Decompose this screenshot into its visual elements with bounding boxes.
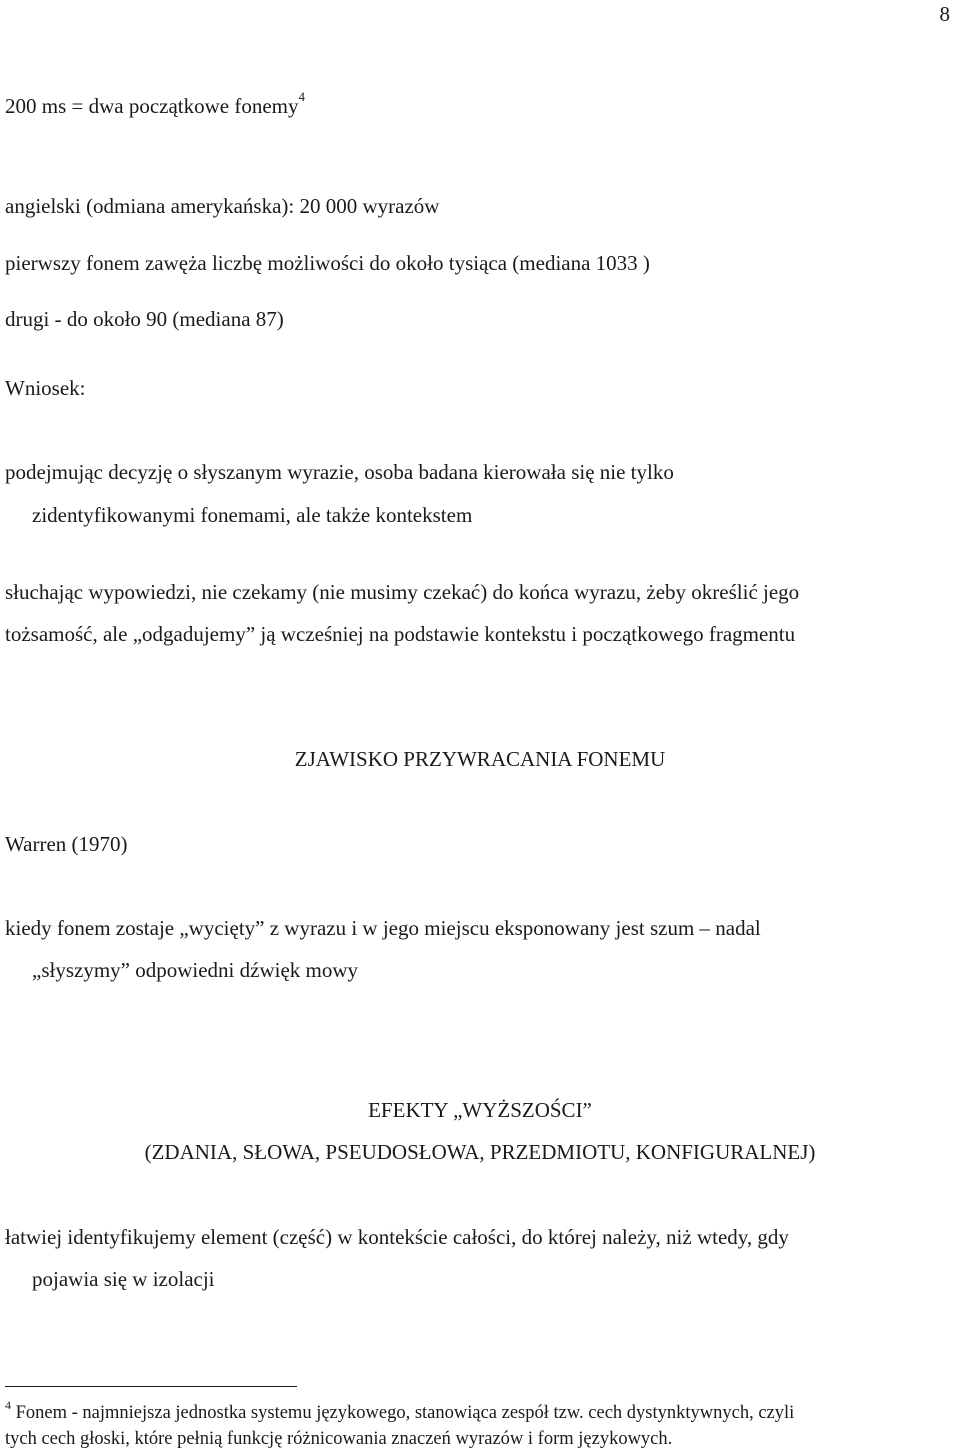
line-fonemy-text: 200 ms = dwa początkowe fonemy	[5, 94, 299, 118]
paragraph-sluchajac-line2: tożsamość, ale „odgadujemy” ją wcześniej na podstawie kontekstu i początkowego fragmentu	[5, 622, 796, 646]
line-pierwszy-fonem: pierwszy fonem zawęża liczbę możliwości do około tysiąca (mediana 1033 )	[5, 251, 650, 275]
heading-przywracanie-fonemu: ZJAWISKO PRZYWRACANIA FONEMU	[294, 747, 666, 771]
footnote-text-1: Fonem - najmniejsza jednostka systemu językowego, stanowiąca zespół tzw. cech dystynktywnych, czyli	[11, 1403, 795, 1423]
paragraph-fonem-wyciety-line2: „słyszymy” odpowiedni dźwięk mowy	[32, 958, 359, 982]
footnote-separator	[5, 1386, 297, 1387]
paragraph-decyzja-line2: zidentyfikowanymi fonemami, ale także kontekstem	[32, 503, 473, 527]
line-wniosek: Wniosek:	[5, 376, 86, 400]
footnote-line1	[5, 1398, 795, 1423]
paragraph-latwiej-line2: pojawia się w izolacji	[32, 1267, 215, 1291]
paragraph-fonem-wyciety-line1: kiedy fonem zostaje „wycięty” z wyrazu i w jego miejscu eksponowany jest szum – nadal	[5, 916, 761, 940]
footnote-ref: 4	[298, 89, 306, 104]
paragraph-decyzja-line1: podejmując decyzję o słyszanym wyrazie, osoba badana kierowała się nie tylko	[5, 460, 674, 484]
line-angielski: angielski (odmiana amerykańska): 20 000 wyrazów	[5, 194, 440, 218]
heading-efekty-subtitle: (ZDANIA, SŁOWA, PSEUDOSŁOWA, PRZEDMIOTU, KONFIGURALNEJ)	[144, 1140, 816, 1164]
line-drugi: drugi - do około 90 (mediana 87)	[5, 307, 284, 331]
paragraph-sluchajac-line1: słuchając wypowiedzi, nie czekamy (nie musimy czekać) do końca wyrazu, żeby określić jego	[5, 580, 800, 604]
footnote-marker: 4	[5, 1398, 11, 1412]
footnote-line2: tych cech głoski, które pełnią funkcję różnicowania znaczeń wyrazów i form językowych.	[5, 1429, 673, 1449]
heading-efekty-wyzszosci: EFEKTY „WYŻSZOŚCI”	[368, 1098, 592, 1122]
paragraph-latwiej-line1: łatwiej identyfikujemy element (część) w kontekście całości, do której należy, niż wtedy, gdy	[5, 1225, 789, 1249]
page-number: 8	[939, 2, 950, 26]
line-warren: Warren (1970)	[5, 832, 128, 856]
line-fonemy	[5, 89, 306, 118]
